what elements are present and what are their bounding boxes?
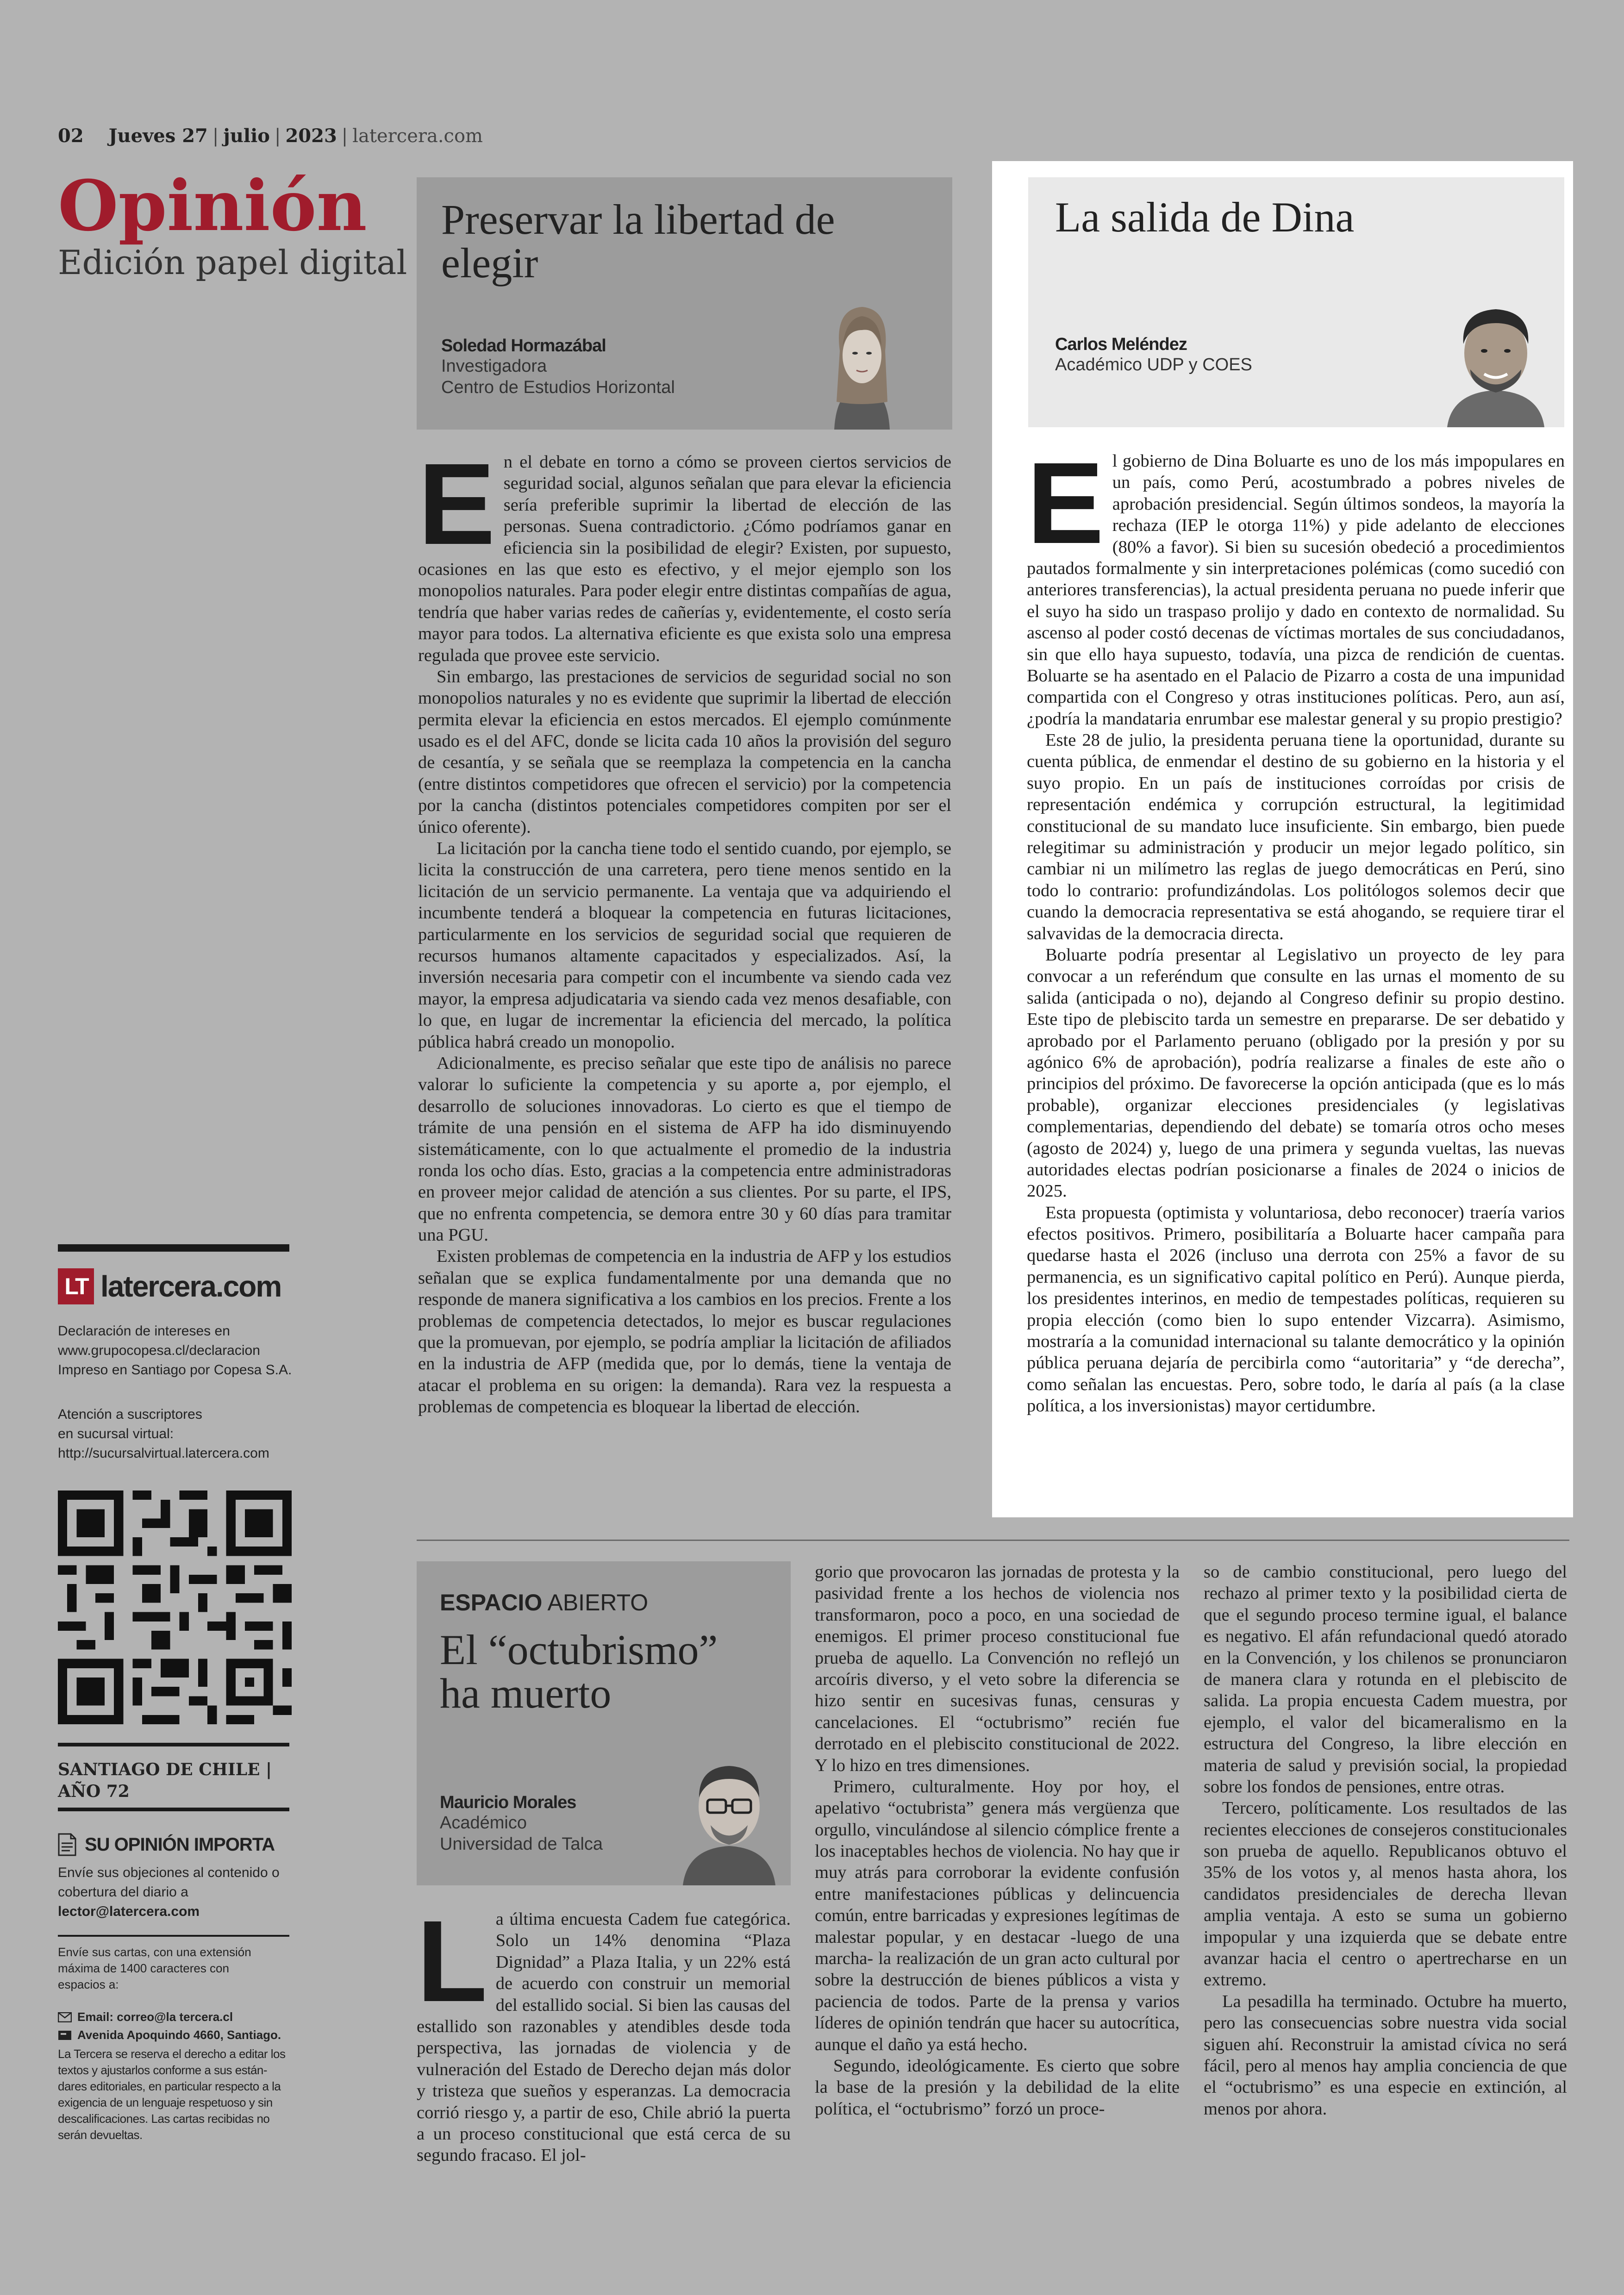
article1-paragraph-1: n el debate en torno a cómo se proveen ciertos servicios de seguridad social, algunos señalan que para elevar la eficiencia sería preferible suprimir la libertad de elección de las personas. Suena contradictorio. ¿Cómo podríamos ganar en eficiencia sin la posibilidad de elegir? Existen, por supuesto, ocasiones en las que esto es efectivo, y el mejor ejemplo son los monopolios naturales. Para poder elegir entre distintas compañías de agua, tendría que haber varias redes de cañerías y, evidentemente, el costo sería mayor para todos. La alternativa eficiente es que exista solo una empresa regulada que provee este servicio. xyxy=(418,452,951,665)
article3-author: Mauricio Morales xyxy=(440,1793,576,1812)
article3-header-box xyxy=(417,1561,791,1885)
page-header: 02 Jueves 27 | julio | 2023 | latercera.com xyxy=(58,125,483,147)
article1-paragraph-3: La licitación por la cancha tiene todo el sentido cuando, por ejemplo, se licita la construcción de una carretera, pero tiene menos sentido en la licitación de un servicio permanente. La ventaja que va adquiriendo el incumbente tenderá a bloquear la competencia en futuras licitaciones, particularmente en los servicios de seguridad social que requieren de recursos humanos altamente capacitados y especializados. Así, la inversión necesaria para competir con el incumbente va siendo cada vez mayor, la empresa adjudicataria va siendo cada vez menos desafiable, con lo que, en lugar de incrementar la eficiencia del mercado, la política pública habrá creado un monopolio. xyxy=(418,839,951,1052)
city-label: SANTIAGO DE CHILE | xyxy=(58,1760,272,1779)
article3-role-2: Universidad de Talca xyxy=(440,1834,603,1854)
article1-author-portrait xyxy=(816,291,908,430)
article3-kicker-light: ABIERTO xyxy=(547,1590,649,1615)
page-number: 02 xyxy=(58,125,84,147)
sidebar-subscribers xyxy=(58,1405,317,1463)
letters-info xyxy=(58,1944,317,1993)
article2-role-1: Académico UDP y COES xyxy=(1055,355,1252,374)
article2-body xyxy=(1027,438,1565,1417)
letters-text-line: Envíe sus cartas, con una extensión xyxy=(58,1945,251,1959)
disclaimer-line: serán devueltas. xyxy=(58,2128,143,2142)
opinion-text xyxy=(58,1863,317,1921)
article2-paragraph-4: Esta propuesta (optimista y voluntariosa, debo reconocer) traería varios efectos positivos. Primero, posibilitaría a Boluarte hacer campaña para quedarse hasta el 2026 (incluso una derrota con 25% a favor de su permanencia, es un significativo capital político en Perú). Aunque pierda, los presidentes interinos, en medio de tempestades políticas, requieren su propia elección (como bien lo supo entender Vizcarra). Asimismo, mostraría a la comunidad internacional su talante democrático y la opinión pública peruana dejaría de percibirla como “autoritaria” y “de derecha”, como señalan las encuestas. Pero, sobre todo, le daría al país (a la clase política, a los inversionistas) mayor certidumbre. xyxy=(1027,1203,1565,1416)
article2-paragraph-2: Este 28 de julio, la presidenta peruana tiene la oportunidad, durante su cuenta pública, de enmendar el destino de su gobierno en la historia y el suyo propio. En un país de instituciones corroídas por crisis de representación endémica y corrupción estructural, la legitimidad constitucional de su mandato luce insuficiente. Sin embargo, bien puede relegitimar su administración y producir un mejor legado político, sin cambiar ni un milímetro las reglas de juego democráticas en Perú, sino todo lo contrario: profundizándolas. Los politólogos solemos decir que cuando la democracia representativa se está ahogando, se requiere tirar el salvavidas de la democracia directa. xyxy=(1027,730,1565,943)
disclaimer-line: descalificaciones. Las cartas recibidas no xyxy=(58,2112,270,2126)
article3-column-1 xyxy=(417,1896,791,2166)
article3-col2-paragraph-2: Primero, culturalmente. Hoy por hoy, el apelativo “octubrista” genera más vergüenza que orgullo, vinculándose al silencio cómplice frente a los inaceptables hechos de violencia. No hay que ir muy atrás para corroborar la evidente confusión entre manifestaciones públicas y delincuencia común, entre barricadas y expresiones legítimas de malestar popular, y en destacar -luego de una marcha- la realización de un gran acto cultural por sobre la destrucción de bienes públicos a vista y paciencia de todos. Parte de la prensa y varios líderes de opinión tendrán que hacer su autocrítica, aunque el daño ya está hecho. xyxy=(815,1777,1180,2054)
disclaimer-line: exigencia de un lenguaje respetuoso y sin xyxy=(58,2095,273,2110)
article2-dropcap: E xyxy=(1027,438,1104,568)
disclaimer-line: textos y ajustarlos conforme a sus están- xyxy=(58,2063,268,2077)
letters-text-line: espacios a: xyxy=(58,1977,119,1992)
article2-paragraph-1: l gobierno de Dina Boluarte es uno de los más impopulares en un país, como Perú, acostumbrado a pobres niveles de aprobación presidencial. Según últimos sondeos, la mayoría la rechaza (IEP le otorga 11%) y pide adelanto de elecciones (80% a favor). Si bien su sucesión obedeció a procedimientos pautados formalmente y sin interpretaciones polémicas (como sucedió con anteriores transferencias), la actual presidenta peruana no puede inferir que el suyo ha sido un traspaso prolijo y dado en contexto de normalidad. Su ascenso al poder costó decenas de víctimas mortales de sus conciudadanos, sin que ello haya supuesto, todavía, una pizca de rendición de cuentas. Boluarte se ha asentado en el Palacio de Pizarro a costa de una impunidad compartida con el Congreso y otras instituciones políticas. Pero, aun así, ¿podría la mandataria enrumbar ese malestar general y su propio prestigio? xyxy=(1027,451,1565,729)
article3-byline xyxy=(440,1793,603,1855)
article2-panel xyxy=(992,161,1573,1517)
opinion-title: SU OPINIÓN IMPORTA xyxy=(85,1834,275,1855)
article1-paragraph-2: Sin embargo, las prestaciones de servicios de seguridad social no son monopolios naturales y no es evidente que suprimir la libertad de elección permita elevar la eficiencia en estos mercados. El ejemplo comúnmente usado es el del AFC, donde se licita cada 10 años la provisión del seguro de cesantía, y se señala que se reemplaza la competencia en la cancha (entre distintos competidores que ofrecen el servicio) por la competencia por la cancha (distintos potenciales competidores compiten por ser el único oferente). xyxy=(418,667,951,837)
opinion-text-line: cobertura del diario a xyxy=(58,1884,188,1900)
lt-logo-icon: LT xyxy=(58,1268,94,1304)
disclaimer-line: La Tercera se reserva el derecho a editar los xyxy=(58,2047,286,2061)
opinion-email-link[interactable]: lector@latercera.com xyxy=(58,1904,200,1919)
section-subtitle: Edición papel digital xyxy=(58,243,407,282)
declaration-link[interactable]: www.grupocopesa.cl/declaracion xyxy=(58,1343,260,1358)
article3-col2-paragraph-3: Segundo, ideológicamente. Es cierto que sobre la base de la presión y la debilidad de la elite política, el “octubrismo” forzó un proce- xyxy=(815,2056,1180,2119)
letters-email-link[interactable]: Email: correo@la tercera.cl xyxy=(77,2010,233,2024)
article1-role-2: Centro de Estudios Horizontal xyxy=(441,377,675,397)
article1-role-1: Investigadora xyxy=(441,356,547,376)
sidebar-rule xyxy=(58,1808,289,1811)
year-label: AÑO 72 xyxy=(58,1781,130,1801)
article2-paragraph-3: Boluarte podría presentar al Legislativo un proyecto de ley para convocar a un referéndum que consulte en las urnas el momento de su salida (anticipada o no), dejando al Congreso definir su propio destino. Este tipo de plebiscito tarda un semestre en prepararse. De ser debatido y aprobado por el Parlamento peruano (obligado por la presión y por su agónico 6% de aprobación), podría realizarse a finales de este año o principios del próximo. De favorecerse la opción anticipada (que es lo más probable), organizar elecciones presidenciales (y legislativas complementarias, dependiendo del debate) se tomaría otros ocho meses (agosto de 2024) y, luego de una primera y segunda vueltas, las nuevas autoridades electas podrían posicionarse a finales de 2024 o inicios de 2025. xyxy=(1027,945,1565,1201)
article3-headline: El “octubrismo” ha muerto xyxy=(440,1626,718,1717)
article3-role-1: Académico xyxy=(440,1813,527,1833)
letters-text-line: máxima de 1400 caracteres con xyxy=(58,1961,229,1976)
header-month: julio xyxy=(223,125,270,147)
article1-paragraph-5: Existen problemas de competencia en la industria de AFP y los estudios señalan que se explica fundamentalmente por una demanda que no responde de manera significativa a los cambios en los precios. Frente a los problemas de competencia detectados, lo mejor es buscar regulaciones que la promuevan, por ejemplo, se podría ampliar la licitación de afiliados en la industria de AFP (medida que, por lo demás, tiene la ventaja de atacar el problema en su origen: la demanda). Rara vez la respuesta a problemas de competencia es bloquear la libertad de elección. xyxy=(418,1247,951,1417)
article3-kicker xyxy=(440,1589,648,1616)
article3-author-portrait xyxy=(676,1746,782,1885)
article1-dropcap: E xyxy=(418,439,495,568)
article1-body xyxy=(418,439,951,1418)
article2-author-portrait xyxy=(1438,293,1554,427)
article1-paragraph-4: Adicionalmente, es preciso señalar que este tipo de análisis no parece valorar lo suficiente la competencia y su aporte a, por ejemplo, el desarrollo de soluciones innovadoras. Lo cierto es que el tiempo de trámite de una pensión en el sistema de AFP ha ido disminuyendo sistemáticamente, con lo que actualmente el promedio de la industria ronda los ocho días. Esto, gracias a la competencia entre administradoras en proveer mejor calidad de atención a sus clientes. Por su parte, el IPS, que no enfrenta competencia, se demora entre 30 y 60 días para tramitar una PGU. xyxy=(418,1053,951,1245)
sidebar-logo[interactable] xyxy=(58,1268,281,1304)
header-site-link[interactable]: latercera.com xyxy=(352,125,483,147)
article3-col3-paragraph-2: Tercero, políticamente. Los resultados de las recientes elecciones de consejeros constitucionales son prueba de aquello. Republicanos obtuvo el 35% de los votos y, al menos hasta ahora, los candidatos presidenciales de derecha llevan amplia ventaja. A esto se suma un gobierno impopular y una izquierda que se debate entre avanzar hacia el centro o apertrecharse en un extremo. xyxy=(1204,1798,1567,1990)
article3-column-3 xyxy=(1204,1561,1567,2120)
sidebar-top-rule xyxy=(58,1244,289,1252)
article2-header-box xyxy=(1028,177,1564,427)
article1-header-box xyxy=(417,177,952,430)
article1-author: Soledad Hormazábal xyxy=(441,336,606,355)
header-weekday: Jueves 27 xyxy=(108,125,208,147)
subscribers-link[interactable]: http://sucursalvirtual.latercera.com xyxy=(58,1446,269,1461)
sidebar-city xyxy=(58,1759,272,1802)
sidebar-rule xyxy=(58,1935,289,1937)
letters-address: Avenida Apoquindo 4660, Santiago. xyxy=(77,2028,281,2042)
envelope-icon xyxy=(58,2012,72,2022)
opinion-text-line: Envíe sus objeciones al contenido o xyxy=(58,1865,280,1880)
declaration-line: Impreso en Santiago por Copesa S.A. xyxy=(58,1362,292,1378)
declaration-line: Declaración de intereses en xyxy=(58,1323,230,1339)
subscribers-line: en sucursal virtual: xyxy=(58,1426,174,1441)
article3-col2-paragraph-1: gorio que provocaron las jornadas de protesta y la pasividad frente a los hechos de violencia nos transformaron, poco a poco, en una sociedad de enemigos. El primer proceso constitucional fue prueba de aquello. La Convención no reflejó un arcoíris diverso, y el veto sobre la diferencia se hizo sentir en sucesivas funas, censuras y cancelaciones. El “octubrismo” recién fue derrotado en el plebiscito constitucional de 2022. Y lo hizo en tres dimensiones. xyxy=(815,1562,1180,1775)
article3-kicker-bold: ESPACIO xyxy=(440,1590,543,1615)
header-year: 2023 xyxy=(285,125,337,147)
article2-headline: La salida de Dina xyxy=(1055,193,1355,241)
mailbox-icon xyxy=(58,2030,72,2040)
article1-byline xyxy=(441,336,675,398)
sidebar-declaration xyxy=(58,1322,317,1380)
article3-col3-paragraph-1: so de cambio constitucional, pero luego del rechazo al primer texto y la posibilidad cierta de que el segundo proceso termine igual, el balance es negativo. El afán refundacional quedó atorado en la Convención, y los chilenos se pronunciaron de manera clara y rotunda en el plebiscito de salida. La propia encuesta Cadem muestra, por ejemplo, el valor del bicameralismo en la estructura del Congreso, la libre elección en materia de salud y previsión social, la propiedad sobre los fondos de pensiones, entre otras. xyxy=(1204,1562,1567,1796)
article2-byline xyxy=(1055,335,1252,376)
article3-col1-paragraph-1: a última encuesta Cadem fue categórica. Solo un 14% denomina “Plaza Dignidad” a Plaza Italia, y un 22% está de acuerdo con construir un memorial del estallido social. Si bien las causas del estallido son razonables y atendibles desde toda perspectiva, las jornadas de violencia y de vulneración del Estado de Derecho dejan más dolor y tristeza que sueños y esperanzas. La democracia corrió riesgo y, a partir de eso, Chile abrió la puerta a un proceso constitucional que está cerca de su segundo fracaso. El jol- xyxy=(417,1909,791,2165)
document-icon xyxy=(58,1833,76,1856)
sidebar-logo-name: latercera.com xyxy=(100,1270,281,1303)
subscribers-line: Atención a suscriptores xyxy=(58,1407,202,1422)
sidebar-rule xyxy=(58,1743,289,1746)
disclaimer-line: dares editoriales, en particular respecto a la xyxy=(58,2079,281,2094)
article3-dropcap: L xyxy=(417,1896,487,2026)
qr-code-icon[interactable] xyxy=(58,1491,292,1724)
letters-disclaimer xyxy=(58,2046,317,2144)
letters-contacts xyxy=(58,2009,326,2043)
section-title: Opinión xyxy=(58,165,367,247)
article1-headline: Preservar la libertad de elegir xyxy=(441,196,835,287)
article3-column-2 xyxy=(815,1561,1180,2120)
article3-col3-paragraph-3: La pesadilla ha terminado. Octubre ha muerto, pero las consecuencias sobre nuestra vida social siguen ahí. Reconstruir la amistad cívica no será fácil, pero al menos hay amplia conciencia de que el “octubrismo” es una especie en extinción, al menos por ahora. xyxy=(1204,1991,1567,2119)
article2-author: Carlos Meléndez xyxy=(1055,335,1187,354)
opinion-heading xyxy=(58,1833,275,1856)
section-divider xyxy=(417,1540,1569,1541)
